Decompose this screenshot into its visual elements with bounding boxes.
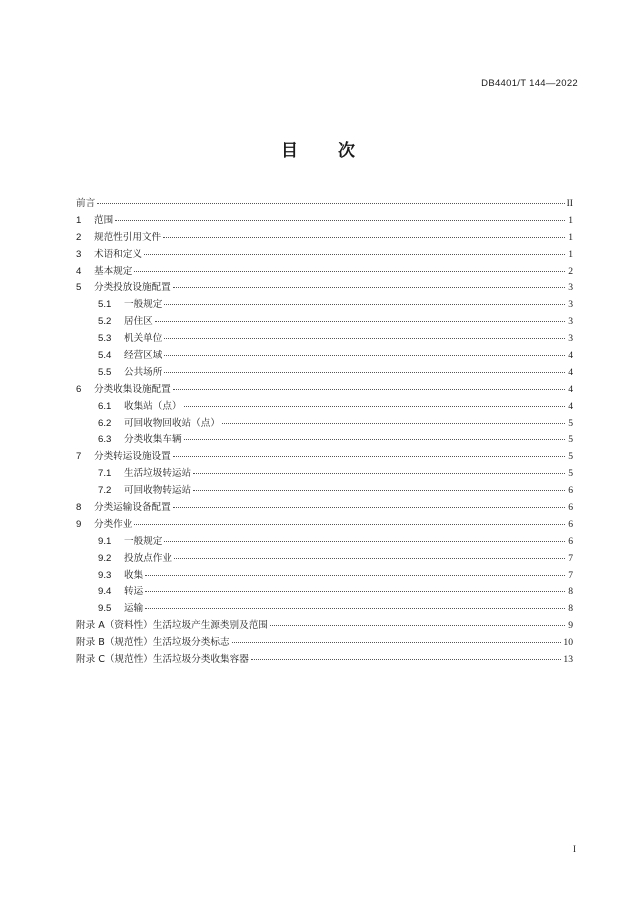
toc-entry-page: 5 [568, 451, 573, 463]
toc-entry-title: 规范性引用文件 [94, 231, 162, 243]
toc-entry-title: 生活垃圾转运站 [124, 468, 192, 480]
toc-entry[interactable] [76, 230, 573, 247]
toc-entry-title: 分类投放设施配置 [94, 282, 171, 294]
toc-entry-number: 2 [76, 231, 82, 243]
toc-dot-leader [173, 287, 565, 288]
toc-dot-leader [173, 507, 565, 508]
toc-dot-leader [163, 237, 565, 238]
toc-entry[interactable] [76, 196, 573, 213]
toc-heading-char-2: 次 [338, 141, 355, 161]
toc-heading-char-1: 目 [281, 141, 298, 161]
toc-entry[interactable] [76, 601, 573, 618]
toc-entry[interactable] [76, 264, 573, 281]
toc-entry-page: 10 [563, 637, 573, 649]
toc-dot-leader [164, 372, 565, 373]
toc-entry-title: 投放点作业 [124, 552, 172, 564]
toc-entry-page: 3 [568, 282, 573, 294]
toc-entry-title: 前言 [76, 198, 96, 209]
toc-entry-page: II [566, 198, 573, 209]
toc-entry-number: 5.2 [98, 316, 112, 328]
toc-heading [0, 136, 636, 161]
toc-dot-leader [173, 389, 565, 390]
toc-entry-title: 转运 [124, 586, 144, 598]
toc-entry-page: 5 [568, 417, 573, 429]
toc-entry-page: 7 [568, 569, 573, 581]
toc-entry-number: 9.4 [98, 586, 112, 598]
toc-entry[interactable] [76, 618, 573, 635]
toc-dot-leader [193, 473, 565, 474]
toc-list [76, 196, 573, 669]
toc-entry-page: 6 [568, 535, 573, 547]
toc-entry-number: 4 [76, 265, 82, 277]
toc-entry-page: 1 [568, 214, 573, 226]
toc-entry-page: 5 [568, 434, 573, 446]
toc-entry-number: 5.1 [98, 299, 112, 311]
toc-entry-title: 分类收集设施配置 [94, 383, 171, 395]
toc-entry-title: 一般规定 [124, 535, 163, 547]
toc-entry-page: 3 [568, 299, 573, 311]
toc-entry[interactable] [76, 466, 573, 483]
toc-entry-title: 可回收物回收站（点） [124, 417, 220, 429]
toc-entry-number: 9.3 [98, 569, 112, 581]
toc-dot-leader [173, 456, 565, 457]
toc-dot-leader [97, 203, 564, 204]
toc-entry-page: 6 [568, 502, 573, 514]
toc-entry-page: 4 [568, 366, 573, 378]
toc-entry-title: 分类作业 [94, 518, 133, 530]
toc-entry-number: 5.3 [98, 333, 112, 345]
toc-dot-leader [174, 558, 565, 559]
toc-entry[interactable] [76, 483, 573, 500]
toc-entry-title: 居住区 [124, 316, 153, 328]
toc-entry-page: 1 [568, 248, 573, 260]
toc-entry[interactable] [76, 551, 573, 568]
toc-entry-number: 5.5 [98, 366, 112, 378]
toc-entry-page: 9 [568, 620, 573, 632]
toc-entry[interactable] [76, 365, 573, 382]
toc-entry[interactable] [76, 297, 573, 314]
toc-entry-page: 4 [568, 350, 573, 362]
toc-dot-leader [145, 608, 565, 609]
toc-entry-title: 运输 [124, 603, 144, 615]
toc-entry-number: 7.2 [98, 485, 112, 497]
toc-entry-title: 分类转运设施设置 [94, 451, 171, 463]
toc-dot-leader [251, 659, 562, 660]
toc-entry[interactable] [76, 247, 573, 264]
toc-entry[interactable] [76, 449, 573, 466]
toc-entry-title: 一般规定 [124, 299, 163, 311]
toc-entry-page: 7 [568, 552, 573, 564]
toc-entry-page: 8 [568, 603, 573, 615]
toc-dot-leader [184, 439, 565, 440]
toc-dot-leader [144, 254, 565, 255]
toc-entry[interactable] [76, 213, 573, 230]
toc-entry[interactable] [76, 635, 573, 652]
toc-entry-title: 可回收物转运站 [124, 485, 192, 497]
toc-entry[interactable] [76, 432, 573, 449]
toc-dot-leader [184, 406, 565, 407]
toc-entry-page: 6 [568, 518, 573, 530]
toc-entry-title: 分类收集车辆 [124, 434, 182, 446]
toc-dot-leader [134, 524, 565, 525]
toc-entry-number: 7.1 [98, 468, 112, 480]
toc-entry[interactable] [76, 652, 573, 669]
toc-entry-page: 3 [568, 333, 573, 345]
toc-entry-page: 2 [568, 265, 573, 277]
toc-entry-page: 5 [568, 468, 573, 480]
toc-entry-number: 5 [76, 282, 82, 294]
toc-entry-title: 收集 [124, 569, 144, 581]
toc-entry[interactable] [76, 331, 573, 348]
toc-entry-title: 附录 A（资料性）生活垃圾产生源类别及范围 [76, 620, 268, 632]
toc-entry-number: 8 [76, 502, 82, 514]
toc-entry[interactable] [76, 280, 573, 297]
toc-dot-leader [222, 423, 565, 424]
toc-entry-number: 9.2 [98, 552, 112, 564]
toc-entry-number: 9 [76, 518, 82, 530]
toc-dot-leader [145, 591, 565, 592]
toc-dot-leader [115, 220, 565, 221]
document-code: DB4401/T 144—2022 [481, 78, 578, 89]
toc-entry-title: 经营区域 [124, 350, 163, 362]
toc-entry-page: 13 [563, 654, 573, 666]
toc-entry-title: 收集站（点） [124, 400, 182, 412]
toc-entry-title: 附录 B（规范性）生活垃圾分类标志 [76, 637, 230, 649]
toc-dot-leader [164, 355, 565, 356]
toc-entry-title: 术语和定义 [94, 248, 142, 260]
toc-entry[interactable] [76, 534, 573, 551]
toc-entry[interactable] [76, 416, 573, 433]
toc-entry-title: 公共场所 [124, 366, 163, 378]
toc-entry-title: 机关单位 [124, 333, 163, 345]
toc-entry[interactable] [76, 568, 573, 585]
toc-entry-number: 6.1 [98, 400, 112, 412]
toc-entry[interactable] [76, 348, 573, 365]
toc-entry-number: 6.2 [98, 417, 112, 429]
page-number: I [573, 844, 576, 854]
toc-dot-leader [134, 271, 565, 272]
toc-dot-leader [145, 575, 565, 576]
toc-entry-page: 6 [568, 485, 573, 497]
toc-dot-leader [164, 541, 565, 542]
toc-entry-number: 3 [76, 248, 82, 260]
toc-entry-page: 4 [568, 383, 573, 395]
toc-entry[interactable] [76, 584, 573, 601]
toc-entry-number: 9.1 [98, 535, 112, 547]
toc-entry-number: 9.5 [98, 603, 112, 615]
toc-entry-title: 分类运输设备配置 [94, 502, 171, 514]
toc-dot-leader [164, 304, 565, 305]
toc-entry[interactable] [76, 517, 573, 534]
toc-entry-page: 4 [568, 400, 573, 412]
toc-entry-page: 8 [568, 586, 573, 598]
toc-entry[interactable] [76, 399, 573, 416]
toc-entry-title: 基本规定 [94, 265, 133, 277]
toc-dot-leader [155, 321, 565, 322]
toc-entry-page: 3 [568, 316, 573, 328]
toc-entry[interactable] [76, 500, 573, 517]
toc-entry-number: 6.3 [98, 434, 112, 446]
toc-entry-page: 1 [568, 231, 573, 243]
toc-entry[interactable] [76, 314, 573, 331]
toc-entry[interactable] [76, 382, 573, 399]
toc-entry-title: 附录 C（规范性）生活垃圾分类收集容器 [76, 654, 249, 666]
toc-entry-title: 范围 [94, 214, 114, 226]
toc-dot-leader [164, 338, 565, 339]
toc-dot-leader [193, 490, 565, 491]
toc-entry-number: 6 [76, 383, 82, 395]
toc-entry-number: 1 [76, 214, 82, 226]
toc-dot-leader [270, 625, 565, 626]
toc-dot-leader [232, 642, 562, 643]
toc-entry-number: 5.4 [98, 350, 112, 362]
toc-entry-number: 7 [76, 451, 82, 463]
